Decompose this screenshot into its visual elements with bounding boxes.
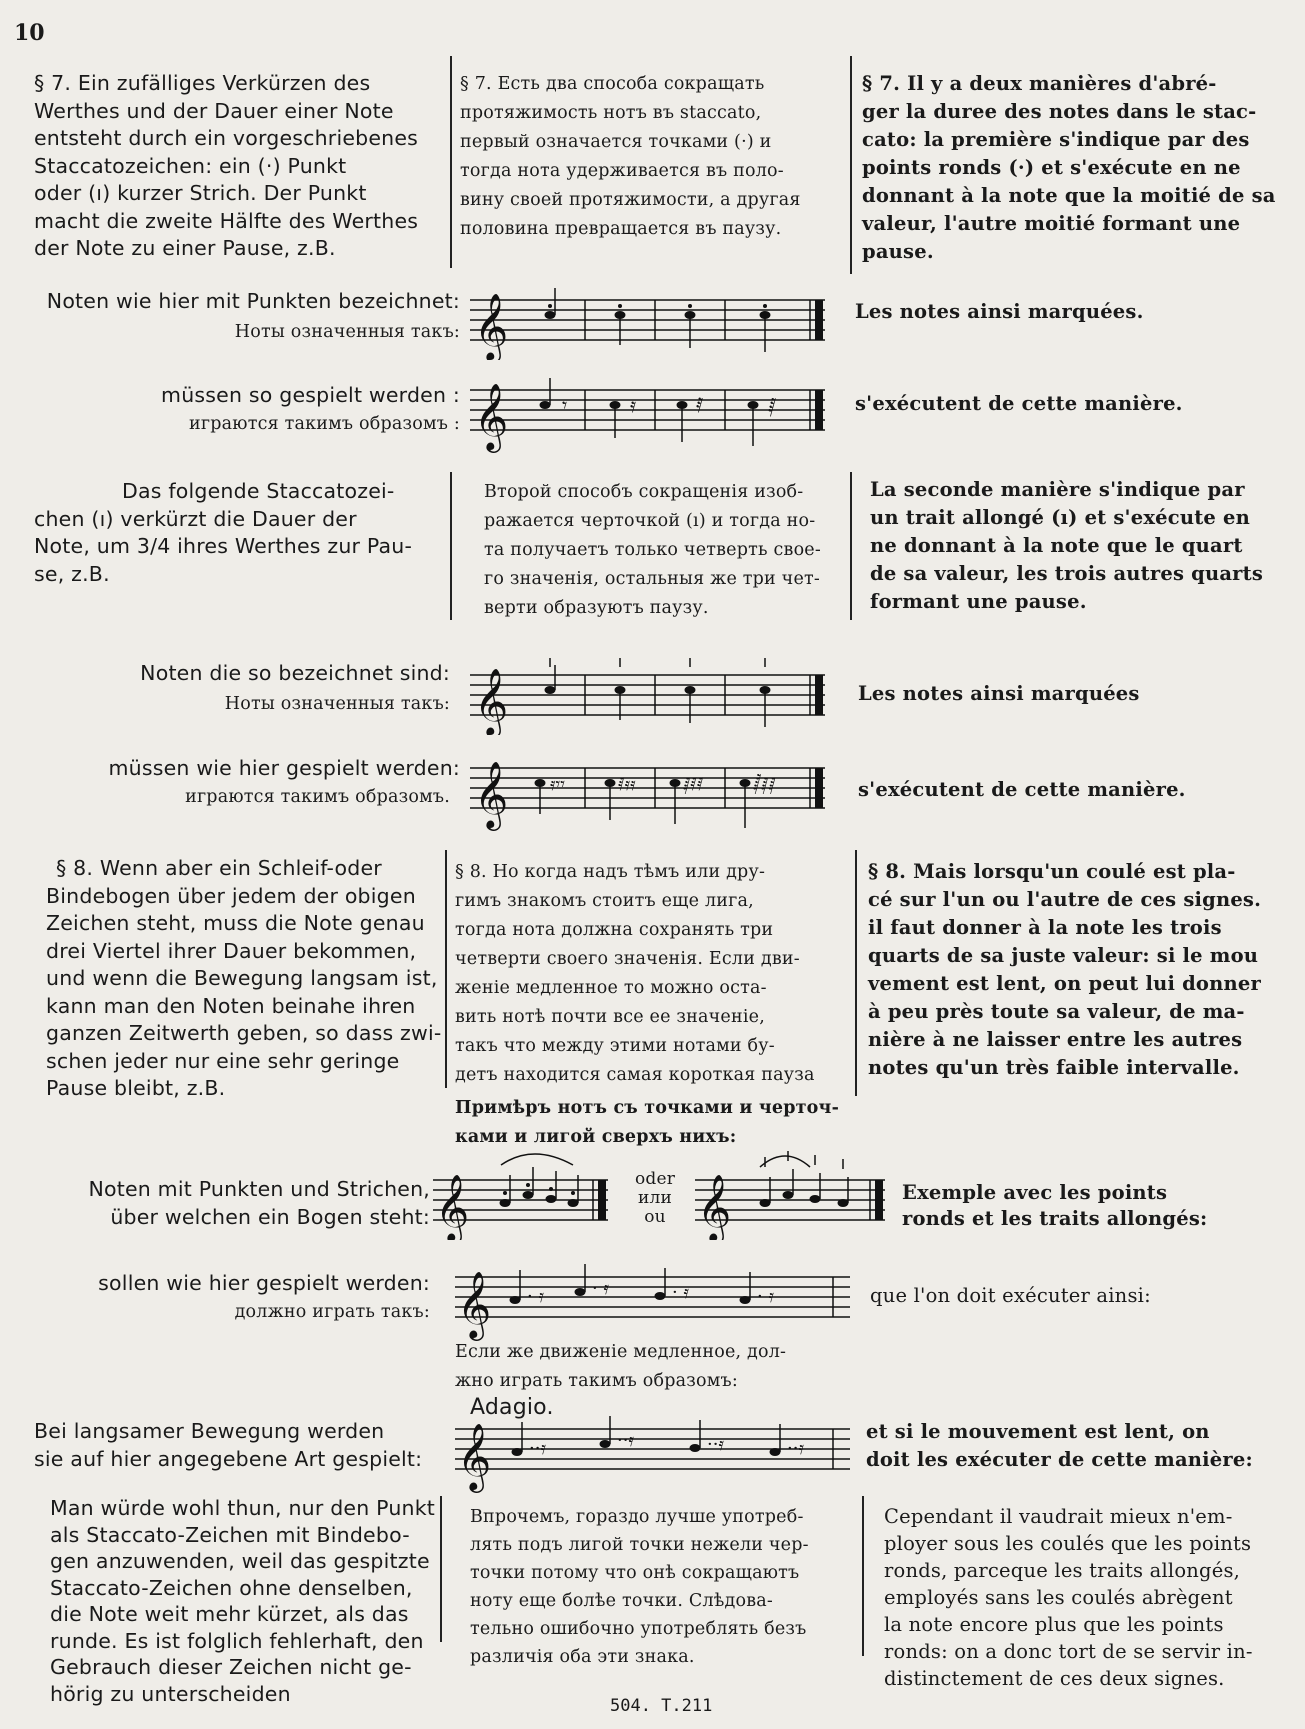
text-line: четверти своего значенія. Если дви- xyxy=(455,949,800,969)
svg-text:𝅁: 𝅁 xyxy=(768,393,777,417)
text-line: тогда нота удерживается въ поло- xyxy=(460,161,784,181)
text-line: § 8. Но когда надъ тѣмъ или дру- xyxy=(455,862,766,882)
text-line: ne donnant à la note que le quart xyxy=(870,534,1243,557)
svg-text:𝄾: 𝄾 xyxy=(562,393,568,417)
text-line: вину своей протяжимости, а другая xyxy=(460,190,801,210)
column-divider xyxy=(445,850,447,1088)
text-line: женіе медленное то можно оста- xyxy=(455,978,767,998)
text-line: la note encore plus que les points xyxy=(884,1613,1224,1636)
text-line: employés sans les coulés abrègent xyxy=(884,1586,1233,1609)
music-staff-example-2 xyxy=(470,370,830,455)
text-line: ками и лигой сверхъ нихъ: xyxy=(455,1127,737,1147)
text-line: § 8. Wenn aber ein Schleif-oder xyxy=(56,856,382,880)
sec8-german xyxy=(46,855,446,1103)
text-line: та получаетъ только четверть свое- xyxy=(484,540,821,560)
text-line: cé sur l'un ou l'autre de ces signes. xyxy=(868,888,1262,911)
ex1-label-french: Les notes ainsi marquées. xyxy=(855,300,1144,323)
text-line: § 8. Mais lorsqu'un coulé est pla- xyxy=(868,860,1236,883)
text-line: donnant à la note que la moitié de sa xyxy=(862,184,1276,207)
svg-text:··𝄿: ··𝄿 xyxy=(787,1438,804,1459)
text-line: точки потому что онѣ сокращаютъ xyxy=(470,1563,800,1583)
music-staff-example-7 xyxy=(455,1414,855,1494)
plate-number: 504. T.211 xyxy=(610,1696,713,1716)
sec7-russian xyxy=(460,70,850,244)
text-line: половина превращается въ паузу. xyxy=(460,219,782,239)
column-divider xyxy=(450,472,452,620)
text-line: se, z.B. xyxy=(34,561,110,586)
text-line: тельно ошибочно употреблять безъ xyxy=(470,1619,807,1639)
text-line: Werthes und der Dauer einer Note xyxy=(34,98,394,123)
column-divider xyxy=(850,56,852,274)
ex4-label-german: müssen wie hier gespielt werden: xyxy=(108,756,460,780)
ex2-label-russian: играются такимъ образомъ : xyxy=(188,414,460,434)
staff-lines xyxy=(470,300,825,340)
music-staff-example-6 xyxy=(455,1262,855,1342)
ex4-label-french: s'exécutent de cette manière. xyxy=(858,778,1186,801)
column-divider xyxy=(862,1496,864,1656)
text-line: § 7. Есть два способа сокращать xyxy=(460,74,765,94)
text-line: Staccatozeichen: ein (·) Punkt xyxy=(34,153,347,178)
text-line: Если же движеніе медленное, дол- xyxy=(455,1342,787,1362)
ex5-intro-russian xyxy=(455,1094,855,1152)
text-line: лять подъ лигой точки нежели чер- xyxy=(470,1535,809,1555)
text-line: der Note zu einer Pause, z.B. xyxy=(34,236,336,260)
final-barline xyxy=(815,300,823,340)
text-line: de sa valeur, les trois autres quarts xyxy=(870,562,1264,585)
text-line: und wenn die Bewegung langsam ist, xyxy=(46,966,438,990)
sec8-russian xyxy=(455,858,855,1090)
ex4-label-russian: играются такимъ образомъ. xyxy=(185,787,450,807)
text-line: formant une pause. xyxy=(870,590,1087,613)
text-line: Примѣръ нотъ съ точками и черточ- xyxy=(455,1098,840,1118)
music-staff-example-3 xyxy=(470,655,830,735)
text-line: Bindebogen über jedem der obigen xyxy=(46,883,416,908)
music-staff-example-5a xyxy=(433,1145,613,1240)
text-line: Gebrauch dieser Zeichen nicht ge- xyxy=(50,1655,412,1679)
text-line: et si le mouvement est lent, on xyxy=(866,1420,1210,1443)
text-line: chen (ı) verkürzt die Dauer der xyxy=(34,506,357,531)
text-line: gen anzuwenden, weil das gespitzte xyxy=(50,1549,430,1573)
treble-clef-icon: 𝄞 xyxy=(457,1422,492,1490)
text-line: ражается черточкой (ı) и тогда но- xyxy=(484,511,816,531)
text-line: doit les exécuter de cette manière: xyxy=(866,1448,1253,1471)
text-line: Второй способъ сокращенія изоб- xyxy=(484,482,804,502)
text-line: ronds: on a donc tort de se servir in- xyxy=(884,1640,1253,1663)
final-german xyxy=(50,1495,440,1707)
ex5-label-french xyxy=(902,1180,1207,1232)
text-line: Exemple avec les points xyxy=(902,1181,1168,1204)
svg-text:··𝄿: ··𝄿 xyxy=(617,1430,634,1451)
sec7b-russian xyxy=(484,478,854,623)
text-line: notes qu'un très faible intervalle. xyxy=(868,1056,1240,1079)
text-line: Note, um 3/4 ihres Werthes zur Pau- xyxy=(34,534,413,558)
text-line: ноту еще болѣе точки. Слѣдова- xyxy=(470,1591,774,1611)
text-line: über welchen ein Bogen steht: xyxy=(110,1204,430,1229)
text-line: § 7. Il y a deux manières d'abré- xyxy=(862,72,1217,95)
sec7b-french xyxy=(870,476,1280,616)
column-divider xyxy=(450,56,452,268)
text-line: ronds, parceque les traits allongés, xyxy=(884,1559,1241,1582)
text-line: жно играть такимъ образомъ: xyxy=(455,1371,738,1391)
text-line: sie auf hier angegebene Art gespielt: xyxy=(34,1446,423,1471)
text-line: hörig zu unterscheiden xyxy=(50,1681,291,1706)
text-line: distinctement de ces deux signes. xyxy=(884,1667,1225,1690)
text-line: points ronds (·) et s'exécute en ne xyxy=(862,156,1241,179)
text-line: à peu près toute sa valeur, de ma- xyxy=(868,1000,1245,1023)
ex2-label-german: müssen so gespielt werden : xyxy=(161,383,460,407)
text-line: ger la duree des notes dans le stac- xyxy=(862,100,1257,123)
text-line: vement est lent, on peut lui donner xyxy=(868,972,1261,995)
text-line: го значенія, остальныя же три чет- xyxy=(484,569,821,589)
sec7b-german xyxy=(34,478,434,588)
text-line: quarts de sa juste valeur: si le mou xyxy=(868,944,1259,967)
text-line: il faut donner à la note les trois xyxy=(868,916,1222,939)
text-line: oder xyxy=(634,1169,676,1189)
text-line: kann man den Noten beinahe ihren xyxy=(46,993,416,1018)
ex1-label-russian: Ноты означенныя такъ: xyxy=(234,322,460,342)
text-line: различія оба эти знака. xyxy=(470,1647,695,1667)
column-divider xyxy=(855,850,857,1096)
text-line: протяжимость нотъ въ staccato, xyxy=(460,103,762,123)
final-french xyxy=(884,1503,1284,1692)
ex7-label-french xyxy=(866,1418,1286,1474)
music-staff-example-5b xyxy=(695,1145,890,1240)
text-line: детъ находится самая короткая пауза xyxy=(455,1065,815,1085)
text-line: вить нотѣ почти все ее значеніе, xyxy=(455,1007,765,1027)
text-line: ployer sous les coulés que les points xyxy=(884,1532,1252,1555)
ex7-label-german xyxy=(34,1418,444,1473)
text-line: entsteht durch ein vorgeschriebenes xyxy=(34,126,419,150)
ex3-label-german: Noten die so bezeichnet sind: xyxy=(140,661,450,685)
column-divider xyxy=(440,1496,442,1642)
sec7-german xyxy=(34,70,434,263)
ex2-label-french: s'exécutent de cette manière. xyxy=(855,392,1183,415)
final-russian xyxy=(470,1503,850,1671)
slur xyxy=(501,1154,573,1165)
text-line: Pause bleibt, z.B. xyxy=(46,1076,226,1100)
ex3-label-french: Les notes ainsi marquées xyxy=(858,682,1140,705)
text-line: ganzen Zeitwerth geben, so dass zwi- xyxy=(46,1021,442,1045)
text-line: La seconde manière s'indique par xyxy=(870,478,1245,501)
svg-text:· 𝄿: · 𝄿 xyxy=(757,1286,774,1307)
ex6-label-french: que l'on doit exécuter ainsi: xyxy=(870,1284,1151,1307)
text-line: Man würde wohl thun, nur den Punkt xyxy=(50,1496,436,1520)
text-line: valeur, l'autre moitié formant une xyxy=(862,212,1241,235)
text-line: тогда нота должна сохранять три xyxy=(455,920,774,940)
text-line: als Staccato-Zeichen mit Bindebo- xyxy=(50,1522,410,1547)
ex6-label-german: sollen wie hier gespielt werden: xyxy=(98,1271,430,1295)
text-line: верти образуютъ паузу. xyxy=(484,598,709,618)
sec7-french xyxy=(862,70,1276,266)
svg-text:𝅀: 𝅀 xyxy=(696,393,704,417)
text-line: § 7. Ein zufälliges Verkürzen des xyxy=(34,71,371,95)
svg-text:· 𝄿: · 𝄿 xyxy=(592,1278,609,1299)
treble-clef-icon: 𝄞 xyxy=(474,382,509,450)
sec8-french xyxy=(868,858,1278,1082)
slur xyxy=(760,1156,810,1167)
treble-clef-icon: 𝄞 xyxy=(697,1173,732,1240)
treble-clef-icon: 𝄞 xyxy=(435,1173,470,1240)
text-line: runde. Es ist folglich fehlerhaft, den xyxy=(50,1628,424,1653)
tempo-adagio: Adagio. xyxy=(470,1395,554,1420)
music-staff-example-4 xyxy=(470,748,830,838)
text-line: nière à ne laisser entre les autres xyxy=(868,1028,1243,1051)
ex3-label-russian: Ноты означенныя такъ: xyxy=(224,694,450,714)
text-line: oder (ı) kurzer Strich. Der Punkt xyxy=(34,181,367,205)
text-line: гимъ знакомъ стоитъ еще лига, xyxy=(455,891,754,911)
text-line: drei Viertel ihrer Dauer bekommen, xyxy=(46,938,417,963)
ex1-label-german: Noten wie hier mit Punkten bezeichnet: xyxy=(46,289,460,313)
svg-text:𝄿: 𝄿 xyxy=(630,393,637,417)
text-line: Das folgende Staccatozei- xyxy=(122,479,395,503)
ex5-label-german xyxy=(20,1176,430,1231)
treble-clef-icon: 𝄞 xyxy=(457,1270,492,1338)
music-staff-example-1 xyxy=(470,280,830,360)
svg-text:𝅁𝅀𝅀: 𝅁𝅀𝅀 xyxy=(683,774,704,795)
text-line: macht die zweite Hälfte des Werthes xyxy=(34,208,419,233)
text-line: cato: la première s'indique par des xyxy=(862,128,1250,151)
svg-text:𝅀𝄿𝄿: 𝅀𝄿𝄿 xyxy=(618,774,636,795)
treble-clef-icon: 𝄞 xyxy=(474,760,509,828)
text-line: un trait allongé (ı) et s'exécute en xyxy=(870,506,1251,529)
text-line: Staccato-Zeichen ohne denselben, xyxy=(50,1575,413,1600)
svg-text:· 𝄿: · 𝄿 xyxy=(672,1282,689,1303)
svg-text:𝅂𝅁𝅁: 𝅂𝅁𝅁 xyxy=(753,774,776,795)
text-line: Zeichen steht, muss die Note genau xyxy=(46,911,425,935)
ex6-label-russian: должно играть такъ: xyxy=(234,1302,430,1322)
svg-text:··𝄿: ··𝄿 xyxy=(707,1434,724,1455)
text-line: pause. xyxy=(862,240,934,263)
text-line: Bei langsamer Bewegung werden xyxy=(34,1419,385,1443)
oder-ili-ou xyxy=(625,1170,685,1227)
treble-clef-icon: 𝄞 xyxy=(474,667,509,735)
svg-text:𝄿𝄾𝄾: 𝄿𝄾𝄾 xyxy=(550,774,566,795)
ex6-after-russian xyxy=(455,1338,855,1396)
text-line: schen jeder nur eine sehr geringe xyxy=(46,1048,400,1073)
text-line: die Note weit mehr kürzet, als das xyxy=(50,1602,409,1626)
text-line: ou xyxy=(644,1207,666,1227)
text-line: такъ что между этими нотами бу- xyxy=(455,1036,775,1056)
text-line: Cependant il vaudrait mieux n'em- xyxy=(884,1505,1233,1528)
treble-clef-icon: 𝄞 xyxy=(474,292,509,360)
text-line: Noten mit Punkten und Strichen, xyxy=(88,1177,430,1201)
page-number: 10 xyxy=(14,20,45,46)
column-divider xyxy=(850,472,852,620)
text-line: первый означается точками (·) и xyxy=(460,132,772,152)
text-line: Впрочемъ, гораздо лучше употреб- xyxy=(470,1507,804,1527)
text-line: или xyxy=(637,1188,673,1208)
text-line: ronds et les traits allongés: xyxy=(902,1207,1208,1230)
svg-text:··𝄿: ··𝄿 xyxy=(529,1438,546,1459)
svg-text:· 𝄿: · 𝄿 xyxy=(527,1286,544,1307)
